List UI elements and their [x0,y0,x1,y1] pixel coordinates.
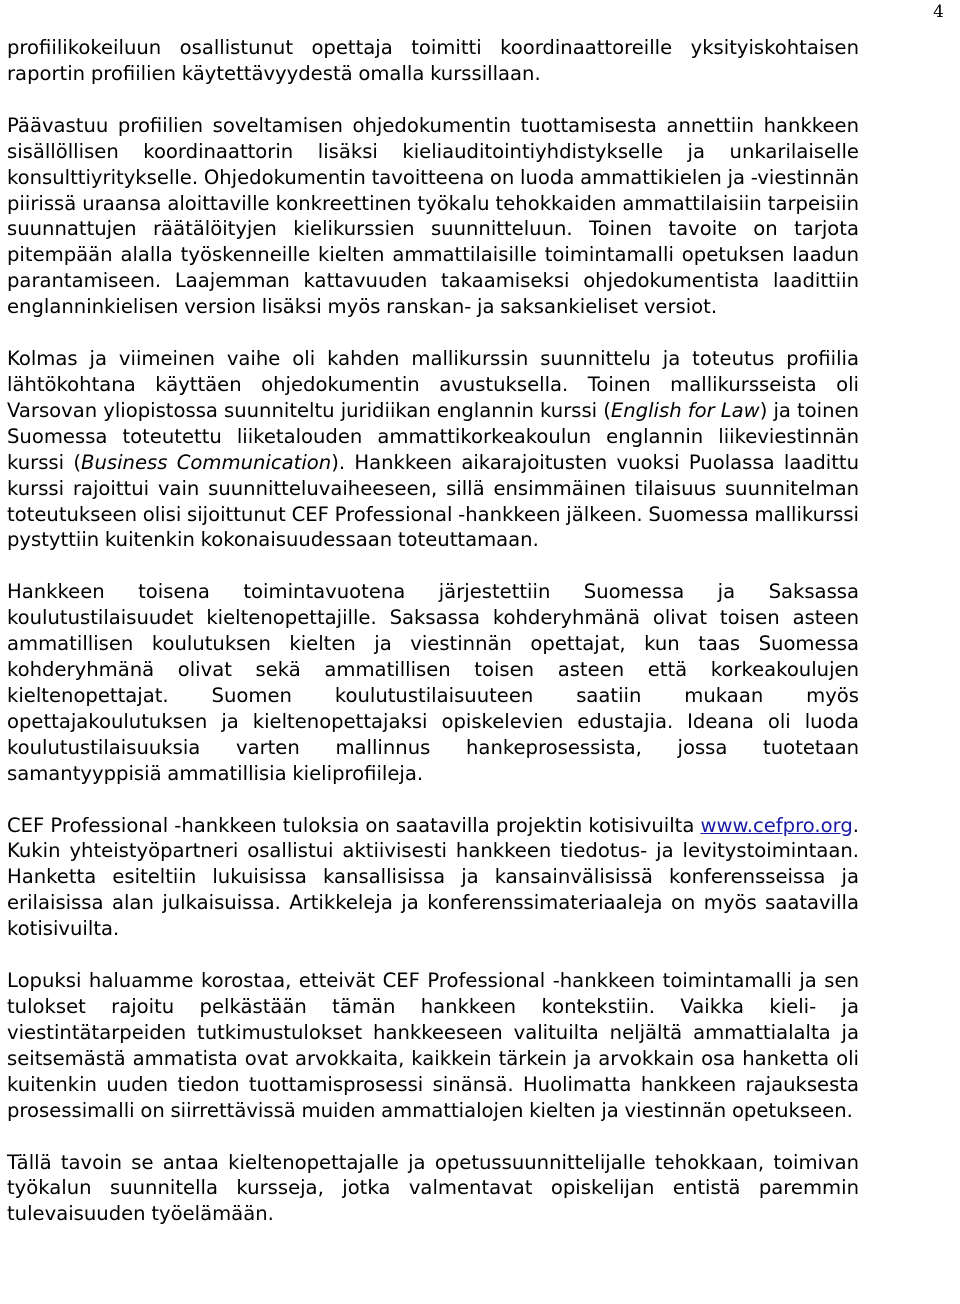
document-body [7,35,859,1227]
paragraph-7: Tällä tavoin se antaa kieltenopettajalle ja opetussuunnittelijalle tehokkaan, toimivan työkalun suunnitella kursseja, jotka valmentavat opiskelijan entistä paremmin tulevaisuuden työelämään. [7,1150,859,1226]
paragraph-5-text-a: CEF Professional -hankkeen tuloksia on saatavilla projektin kotisivuilta [7,813,701,837]
paragraph-1: profiilikokeiluun osallistunut opettaja toimitti koordinaattoreille yksityiskohtaisen raportin profiilien käytettävyydestä omalla kurssillaan. [7,36,859,85]
paragraph-5-text-b: . Kukin yhteistyöpartneri osallistui aktiivisesti hankkeen tiedotus- ja levitystoimintaan. Hanketta esiteltiin lukuisissa kansallisissa ja kansainvälisissä konferensseissa ja erilaisissa alan julkaisuissa. Artikkeleja ja konferenssimateriaaleja on myös saatavilla kotisivuilta. [7,813,859,941]
course-title-english-for-law: English for Law [610,398,760,422]
paragraph-2: Päävastuu profiilien soveltamisen ohjedokumentin tuottamisesta annettiin hankkeen sisällöllisen koordinaattorin lisäksi kieliauditointiyhdistykselle ja unkarilaiselle konsulttiyritykselle. Ohjedokumentin tavoitteena on luoda ammattikielen ja -viestinnän piirissä uraansa aloittaville konkreettinen työkalu tehokkaiden ammattilaisiin tarpeisiin suunnattujen räätälöityjen kielikurssien suunnitteluun. Toinen tavoite on tarjota pitempään alalla työskenneille kielten ammattilaisille toimintamalli opetuksen laadun parantamiseen. Laajemman kattavuuden takaamiseksi ohjedokumentista laadittiin englanninkielisen version lisäksi myös ranskan- ja saksankieliset versiot. [7,113,859,319]
paragraph-3 [7,346,859,553]
paragraph-3-text-c: ). Hankkeen aikarajoitusten vuoksi Puolassa laadittu kurssi rajoittui vain suunnitteluvaiheeseen, sillä ensimmäinen tilaisuus suunnitelman toteutukseen olisi sijoittunut CEF Professional -hankkeen jälkeen. Suomessa mallikurssi pystyttiin kuitenkin kokonaisuudessaan toteuttamaan. [7,450,859,552]
paragraph-3-text-a: Kolmas ja viimeinen vaihe oli kahden mallikurssin suunnittelu ja toteutus profiilia lähtökohtana käyttäen ohjedokumentin avustuksella. Toinen mallikursseista oli Varsovan yliopistossa suunniteltu juridiikan englannin kurssi ( [7,347,859,422]
paragraph-6: Lopuksi haluamme korostaa, etteivät CEF Professional -hankkeen toimintamalli ja sen tulokset rajoitu pelkästään tämän hankkeen kontekstiin. Vaikka kieli- ja viestintätarpeiden tutkimustulokset hankkeeseen valituilta neljältä ammattialalta ja seitsemästä ammatista ovat arvokkaita, kaikkein tärkein ja arvokkain osa hanketta oli kuitenkin uuden tiedon tuottamisprosessi sinänsä. Huolimatta hankkeen rajauksesta prosessimalli on siirrettävissä muiden ammattialojen kielten ja viestinnän opetukseen. [7,969,859,1122]
course-title-business-communication: Business Communication [81,450,332,474]
page-number: 4 [933,2,944,22]
paragraph-5 [7,813,859,943]
project-website-link[interactable]: www.cefpro.org [700,813,853,837]
paragraph-3-text-b: ) ja toinen Suomessa toteutettu liiketalouden ammattikorkeakoulun englannin liikeviestinnän kurssi ( [7,398,859,474]
paragraph-4: Hankkeen toisena toimintavuotena järjestettiin Suomessa ja Saksassa koulutustilaisuudet kieltenopettajille. Saksassa kohderyhmänä olivat toisen asteen ammatillisen koulutuksen kielten ja viestinnän opettajat, kun taas Suomessa kohderyhmänä olivat sekä ammatillisen toisen asteen että korkeakoulujen kieltenopettajat. Suomen koulutustilaisuuteen saatiin mukaan myös opettajakoulutuksen ja kieltenopettajaksi opiskelevien edustajia. Ideana oli luoda koulutustilaisuuksia varten mallinnus hankeprosessista, jossa tuotetaan samantyyppisiä ammatillisia kieliprofiileja. [7,580,859,785]
